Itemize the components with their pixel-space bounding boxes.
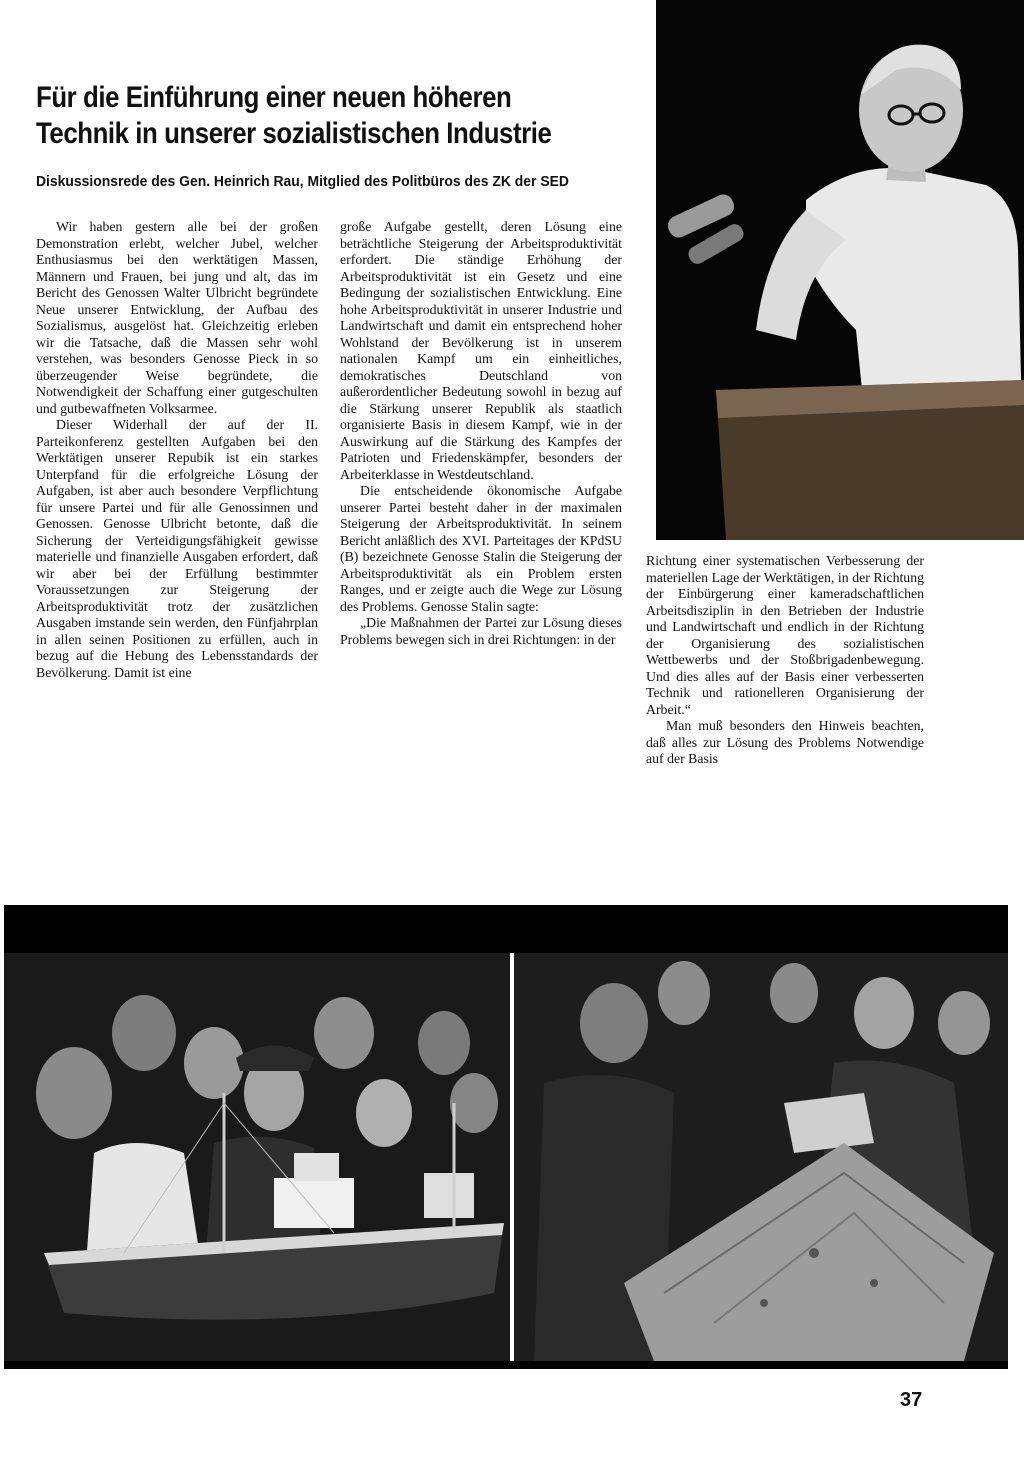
photo-band-bottom [4,1361,1008,1369]
headline-line-2: Technik in unserer sozialistischen Industrie [36,117,552,150]
quote-paragraph: Richtung einer systematischen Verbesserung der materiellen Lage der Werktätigen, in der Richtung der Einbürgerung einer kameradschaftlichen Arbeitsdisziplin in den Betrieben der Industrie und Landwirtschaft und endlich in der Richtung der Organisierung des sozialistischen Wettbewerbs und der Stoßbrigadenbewegung. Und dies alles auf der Basis einer verbesserten Technik und rationelleren Organisierung der Arbeit.“ [646,553,924,717]
photo-band-top [4,905,1008,953]
quote-paragraph: „Die Maßnahmen der Partei zur Lösung dieses Problems bewegen sich in drei Richtungen: in der [340,615,622,647]
paragraph: Man muß besonders den Hinweis beachten, daß alles zur Lösung des Problems Notwendige auf der Basis [646,718,924,766]
headline [36,80,552,152]
speaker-photo [656,0,1024,540]
subtitle: Diskussionsrede des Gen. Heinrich Rau, Mitglied des Politbüros des ZK der SED [36,174,569,190]
headline-line-1: Für die Einführung einer neuen höheren [36,81,512,114]
ship-model-photo-illustration [4,953,510,1361]
paragraph: Dieser Widerhall der auf der II. Parteikonferenz gestellten Aufgaben bei den Werktätigen unserer Repubik ist ein starkes Unterpfand für die erfolgreiche Lösung der Aufgaben, ist aber auch besondere Verpflichtung für unsere Partei und für alle Genossinnen und Genossen. Genosse Ulbricht betonte, daß die Sicherung der Verteidigungsfähigkeit gewisse materielle und finanzielle Ausgaben erfordert, daß wir aber bei der Erfüllung bestimmter Voraussetzungen zur Steigerung der Arbeitsproduktivität trotz der zusätzlichen Ausgaben imstande sein werden, den Fünfjahrplan in allen seinen Positionen zu erfüllen, auch in bezug auf die Hebung des Lebensstandards der Bevölkerung. Damit ist eine [36,417,318,680]
ship-model-photo [4,953,510,1361]
page-number: 37 [900,1389,923,1411]
paragraph: große Aufgabe gestellt, deren Lösung eine beträchtliche Steigerung der Arbeitsproduktivität erfordert. Die ständige Erhöhung der Arbeitsproduktivität ist ein Gesetz und eine Bedingung der sozialistischen Entwicklung. Eine hohe Arbeitsproduktivität in unserer Industrie und Landwirtschaft und damit ein entsprechend hoher Wohlstand der Bevölkerung ist in unserem nationalen Kampf um ein einheitliches, demokratisches Deutschland von außerordentlicher Bedeutung sowohl in bezug auf die Stärkung unserer Republik als staatlich organisierte Basis in diesem Kampf, wie in der Auswirkung auf die Stärkung des Kampfes der Patrioten und Friedenskämpfer, besonders der Arbeiterklasse in Westdeutschland. [340,219,622,482]
article-column-2 [340,219,622,648]
paragraph: Wir haben gestern alle bei der großen Demonstration erlebt, welcher Jubel, welcher Enthusiasmus bei den werktätigen Massen, Männern und Frauen, bei jung und alt, das im Bericht des Genossen Walter Ulbricht begründete Neue unserer Entwicklung, der Aufbau des Sozialismus, ausgelöst hat. Gleichzeitig erleben wir die Tatsache, daß die Massen sehr wohl verstehen, was besonders Genosse Pieck in so überzeugender Weise begründete, die Notwendigkeit der Schaffung einer gutgeschulten und gutbewaffneten Volksarmee. [36,219,318,416]
speaker-photo-illustration [656,0,1024,540]
map-viewing-photo [514,953,1008,1361]
article-column-1 [36,219,318,681]
paragraph: Die entscheidende ökonomische Aufgabe unserer Partei besteht daher in der maximalen Steigerung der Arbeitsproduktivität. In seinem Bericht anläßlich des XVI. Parteitages der KPdSU (B) bezeichnete Genosse Stalin die Steigerung der Arbeitsproduktivität als ein Problem ersten Ranges, und er zeigte auch die Wege zur Lösung des Problems. Genosse Stalin sagte: [340,483,622,614]
map-viewing-photo-illustration [514,953,1008,1361]
article-column-3 [646,553,924,768]
